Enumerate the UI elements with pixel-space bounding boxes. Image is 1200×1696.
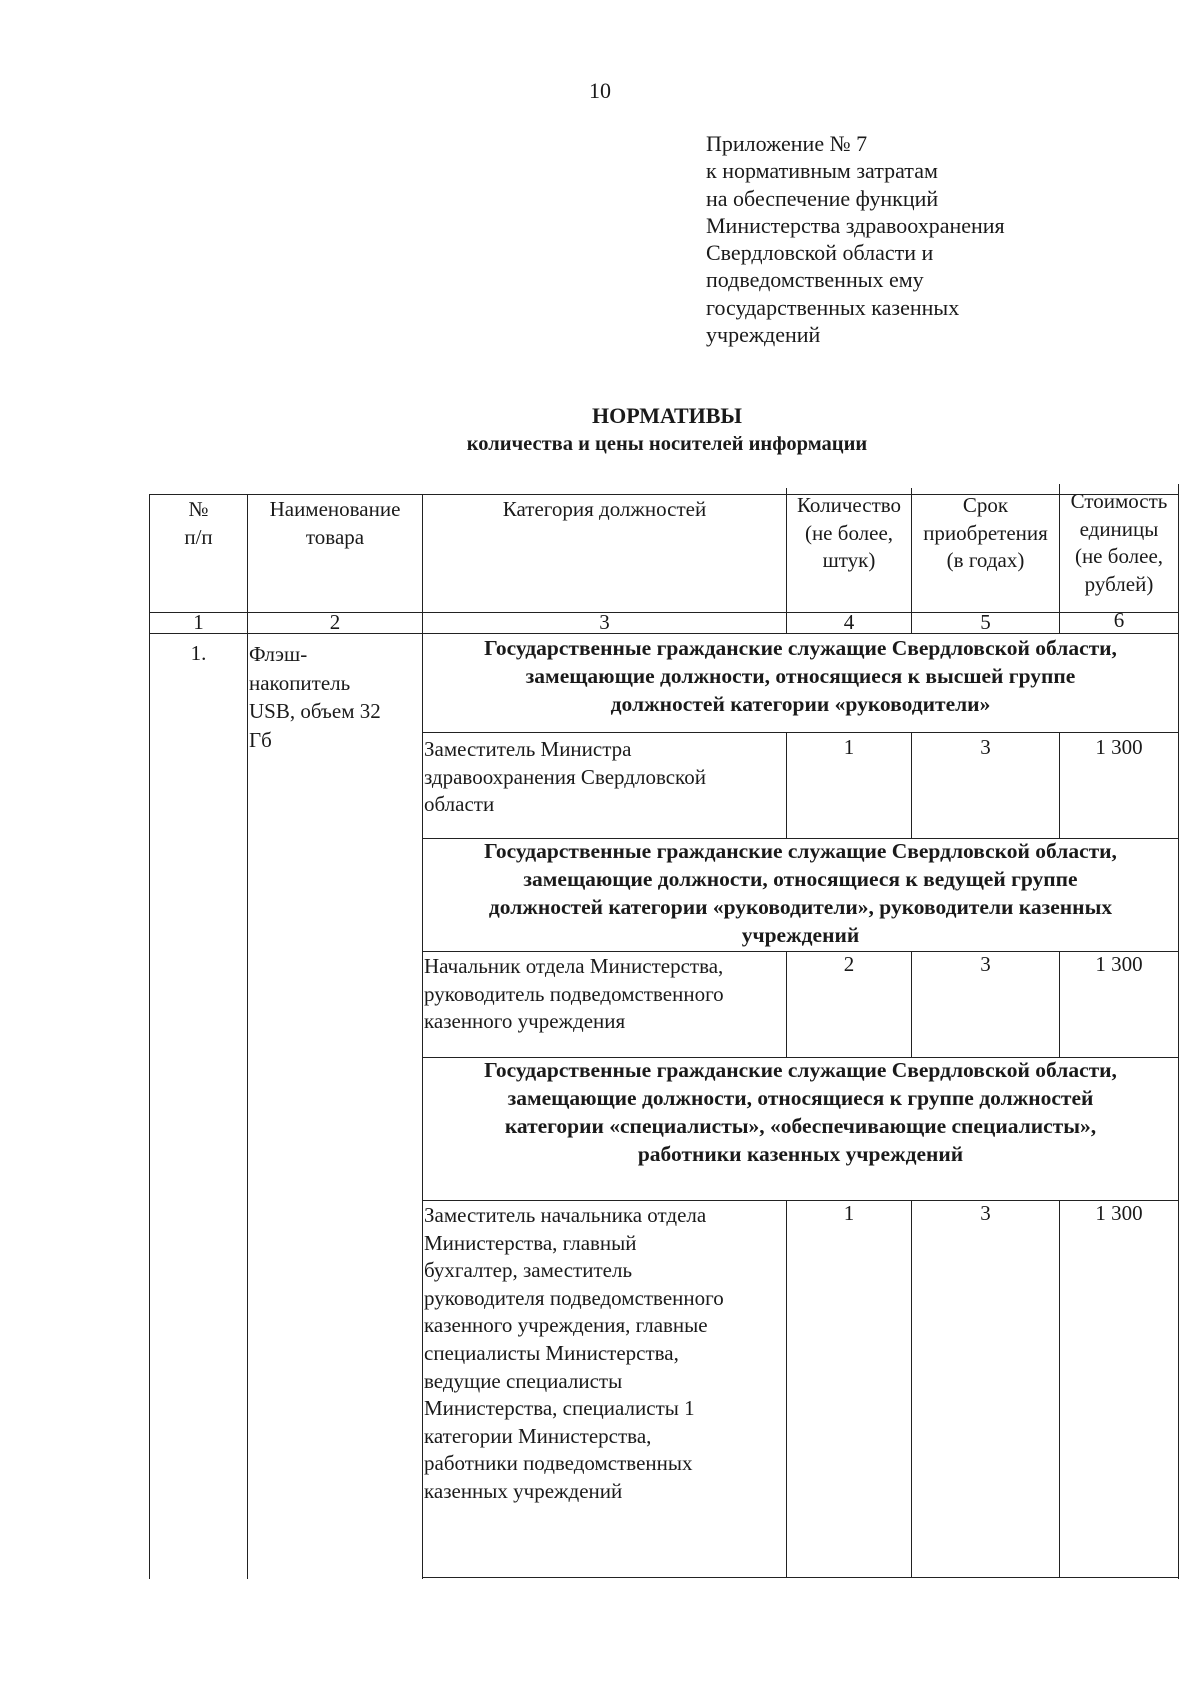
column-number: 3 [599, 610, 610, 634]
term-value: 3 [980, 735, 991, 759]
appendix-line: на обеспечение функций [706, 185, 939, 211]
group-heading: Государственные гражданские служащие Свердловской области, замещающие должности, относящиеся к ведущей группе должностей категории «руководители», руководители казенных учреждений [484, 839, 1117, 947]
position-name: Заместитель начальника отдела Министерства, главный бухгалтер, заместитель руководителя подведомственного казенного учреждения, главные специалисты Министерства, ведущие специалисты Министерства, специалисты 1 категории Министерства, работники подведомственных казенных учреждений [424, 1203, 724, 1503]
column-number: 6 [1113, 608, 1125, 632]
header-cell-product: Наименование товара [269, 497, 401, 549]
appendix-line: учреждений [706, 322, 821, 348]
group-heading: Государственные гражданские служащие Свердловской области, замещающие должности, относящиеся к высшей группе должностей категории «руководители» [484, 636, 1117, 716]
header-cell-term: Срок приобретения (в годах) [923, 493, 1048, 572]
column-number: 4 [843, 610, 855, 634]
row-number: 1. [190, 641, 207, 665]
header-cell-price: Стоимость единицы (не более, рублей) [1070, 489, 1168, 596]
page-number: 10 [589, 78, 611, 103]
position-name: Начальник отдела Министерства, руководитель подведомственного казенного учреждения [424, 954, 724, 1033]
price-value: 1 300 [1095, 735, 1143, 759]
table-border [786, 1200, 787, 1578]
price-value: 1 300 [1095, 952, 1143, 976]
header-cell-number: № п/п [184, 497, 213, 549]
header-cell-quantity: Количество (не более, штук) [796, 493, 902, 572]
document-title: НОРМАТИВЫ [591, 403, 743, 428]
table-border [1059, 1200, 1060, 1578]
term-value: 3 [980, 1201, 991, 1225]
appendix-line: Приложение № 7 [706, 131, 868, 156]
column-number: 2 [329, 610, 341, 634]
price-value: 1 300 [1095, 1201, 1143, 1225]
appendix-line: к нормативным затратам [706, 158, 938, 184]
header-cell-category: Категория должностей [502, 497, 707, 521]
quantity-value: 1 [843, 735, 855, 759]
term-value: 3 [980, 952, 991, 976]
appendix-line: Свердловской области и [706, 240, 934, 266]
column-number: 1 [193, 610, 204, 634]
table-border [422, 1577, 1179, 1578]
quantity-value: 2 [843, 952, 855, 976]
document-subtitle: количества и цены носителей информации [466, 433, 868, 455]
column-number: 5 [980, 610, 991, 634]
position-name: Заместитель Министра здравоохранения Свердловской области [424, 737, 706, 816]
appendix-line: подведомственных ему [706, 267, 924, 293]
table-border [911, 1200, 912, 1578]
appendix-line: государственных казенных [706, 294, 960, 320]
product-name: Флэш- накопитель USB, объем 32 Гб [249, 642, 381, 752]
group-heading: Государственные гражданские служащие Свердловской области, замещающие должности, относящиеся к группе должностей категории «специалисты», «обеспечивающие специалисты», работники казенных учреждений [484, 1058, 1117, 1166]
table-border [1178, 484, 1179, 1579]
appendix-line: Министерства здравоохранения [706, 212, 1005, 238]
quantity-value: 1 [843, 1201, 855, 1225]
